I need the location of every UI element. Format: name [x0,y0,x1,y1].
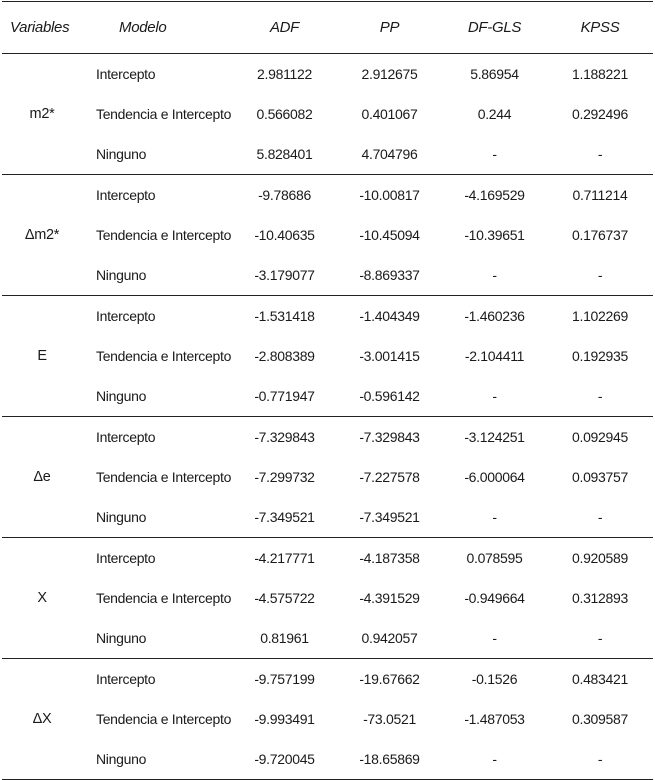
table-row [2,739,653,780]
header-kpss: KPSS [547,2,653,54]
header-row [2,2,653,54]
kpss-cell: 1.102269 [572,308,628,324]
dfgls-cell: -1.460236 [464,308,525,324]
adf-cell: 0.566082 [256,106,313,122]
table-row [2,417,653,458]
adf-cell: -9.78686 [258,187,311,203]
dfgls-cell: - [442,739,547,780]
kpss-cell: 0.176737 [572,227,628,243]
table-row [2,175,653,216]
table-row [2,578,653,618]
table-row [2,296,653,337]
adf-cell: 5.828401 [232,134,337,175]
header-pp: PP [337,2,442,54]
adf-cell: -0.771947 [232,376,337,417]
kpss-cell: 0.312893 [572,590,628,606]
variable-cell: X [2,538,82,659]
table-row [2,255,653,296]
dfgls-cell: -4.169529 [464,187,525,203]
pp-cell: -18.65869 [337,739,442,780]
dfgls-cell: -0.949664 [464,590,525,606]
adf-cell: -3.179077 [232,255,337,296]
variable-cell: m2* [2,54,82,175]
header-variables: Variables [2,2,82,54]
adf-cell: -7.299732 [254,469,315,485]
modelo-cell: Intercepto [96,550,156,566]
modelo-cell: Ninguno [82,134,232,175]
modelo-cell: Intercepto [96,66,156,82]
header-dfgls: DF-GLS [442,2,547,54]
dfgls-cell: - [442,255,547,296]
kpss-cell: 0.483421 [572,671,628,687]
pp-cell: -1.404349 [359,308,420,324]
table-row [2,134,653,175]
adf-cell: -2.808389 [254,348,315,364]
variable-cell: Δe [2,417,82,538]
table-row [2,699,653,739]
pp-cell: -73.0521 [363,711,416,727]
modelo-cell: Intercepto [96,187,156,203]
table-row [2,376,653,417]
modelo-cell: Tendencia e Intercepto [96,469,232,485]
table-row [2,94,653,134]
dfgls-cell: -6.000064 [464,469,525,485]
dfgls-cell: -0.1526 [471,671,518,687]
modelo-cell: Ninguno [82,618,232,659]
modelo-cell: Tendencia e Intercepto [96,711,232,727]
modelo-cell: Intercepto [96,308,156,324]
modelo-cell: Ninguno [82,497,232,538]
dfgls-cell: -1.487053 [464,711,525,727]
table-row [2,538,653,579]
kpss-cell: - [547,618,653,659]
dfgls-cell: - [442,376,547,417]
modelo-cell: Tendencia e Intercepto [96,348,232,364]
kpss-cell: 1.188221 [572,66,628,82]
dfgls-cell: 5.86954 [470,66,519,82]
dfgls-cell: - [442,497,547,538]
adf-cell: -9.720045 [232,739,337,780]
table-header [2,2,653,54]
adf-cell: -9.993491 [254,711,315,727]
unit-root-tests-table [2,1,653,780]
pp-cell: -0.596142 [337,376,442,417]
kpss-cell: 0.309587 [572,711,628,727]
table-row [2,457,653,497]
dfgls-cell: - [442,134,547,175]
header-modelo: Modelo [82,2,232,54]
pp-cell: -3.001415 [359,348,420,364]
kpss-cell: - [547,134,653,175]
kpss-cell: 0.192935 [572,348,628,364]
modelo-cell: Tendencia e Intercepto [96,590,232,606]
kpss-cell: 0.093757 [572,469,628,485]
pp-cell: 0.942057 [337,618,442,659]
pp-cell: -7.349521 [337,497,442,538]
dfgls-cell: 0.244 [477,106,512,122]
dfgls-cell: 0.078595 [466,550,523,566]
pp-cell: -7.329843 [359,429,420,445]
pp-cell: -4.187358 [359,550,420,566]
table-row [2,618,653,659]
adf-cell: -7.349521 [232,497,337,538]
modelo-cell: Tendencia e Intercepto [96,227,232,243]
modelo-cell: Tendencia e Intercepto [96,106,232,122]
dfgls-cell: - [442,618,547,659]
table-row [2,54,653,95]
kpss-cell: 0.292496 [572,106,628,122]
kpss-cell: - [547,739,653,780]
pp-cell: -7.227578 [359,469,420,485]
adf-cell: -9.757199 [254,671,315,687]
pp-cell: -10.00817 [359,187,420,203]
kpss-cell: - [547,497,653,538]
kpss-cell: 0.711214 [572,187,628,203]
kpss-cell: - [547,376,653,417]
pp-cell: -4.391529 [359,590,420,606]
kpss-cell: 0.092945 [572,429,628,445]
variable-cell: Δm2* [2,175,82,296]
dfgls-cell: -3.124251 [464,429,525,445]
header-adf: ADF [232,2,337,54]
variable-cell: E [2,296,82,417]
modelo-cell: Ninguno [82,255,232,296]
pp-cell: 0.401067 [361,106,418,122]
adf-cell: -4.575722 [254,590,315,606]
adf-cell: -10.40635 [254,227,315,243]
modelo-cell: Ninguno [82,376,232,417]
pp-cell: -19.67662 [359,671,420,687]
dfgls-cell: -2.104411 [464,348,525,364]
adf-cell: 2.981122 [257,66,312,82]
table-row [2,497,653,538]
pp-cell: -10.45094 [359,227,420,243]
pp-cell: 4.704796 [337,134,442,175]
table-body [2,54,653,780]
adf-cell: -7.329843 [254,429,315,445]
table-row [2,659,653,700]
table-row [2,336,653,376]
kpss-cell: - [547,255,653,296]
modelo-cell: Ninguno [82,739,232,780]
adf-cell: -1.531418 [254,308,315,324]
pp-cell: -8.869337 [337,255,442,296]
dfgls-cell: -10.39651 [464,227,525,243]
adf-cell: -4.217771 [254,550,315,566]
adf-cell: 0.81961 [232,618,337,659]
modelo-cell: Intercepto [96,429,156,445]
modelo-cell: Intercepto [96,671,156,687]
variable-cell: ΔX [2,659,82,780]
pp-cell: 2.912675 [361,66,418,82]
kpss-cell: 0.920589 [572,550,628,566]
table-row [2,215,653,255]
